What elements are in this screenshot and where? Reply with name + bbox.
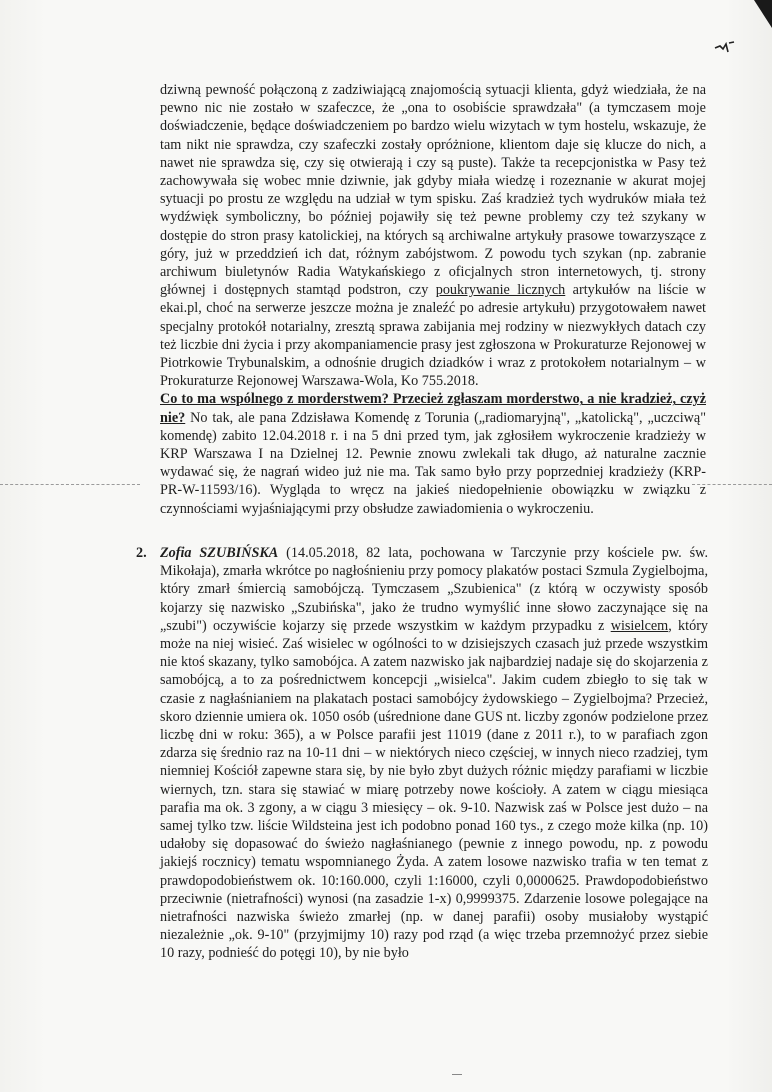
item-number: 2. [136, 545, 147, 561]
handwritten-mark-icon [714, 40, 736, 54]
item-underlined-word: wisielcem [610, 617, 669, 634]
paragraph-text-b: artykułów na liście w ekai.pl, choć na serwerze jeszcze można je znaleźć po adresie artykułu) przygotowałem nawet specjalny protokół notarialny, zresztą sprawa zabijania mej rodziny w niezwykłych datach czy też liczbie dni życia i przy akompaniamencie prasy jest zgłoszona w Prokuraturze Rejonowej w Piotrkowie Trybunalskim, a odnośnie drugich dziadków i wraz z protokołem notarialnym – w Prokuraturze Rejonowej Warszawa-Wola, Ko 755.2018. [160, 282, 706, 390]
item-text-b: , który może na niej wisieć. Zaś wisielec w ogólności to w dzisiejszych czasach już przede wszystkim nie ktoś skazany, tylko samobójca. A zatem nazwisko jak najbardziej nadaje się do skojarzenia z samobójcą, a to za pośrednictwem koncepcji „wisielca". Jakim cudem zbiegło to się tak w czasie z nagłaśnianiem na plakatach postaci samobójcy żydowskiego – Zygielbojma? Przecież, skoro dziennie umiera ok. 1050 osób (uśrednione dane GUS nt. liczby zgonów podzielone przez liczbę dni w roku: 365), a w Polsce parafii jest 11019 (dane z 2011 r.), to w parafiach zgon zdarza się średnio raz na 10-11 dni – w niektórych nieco częściej, w innych nieco rzadziej, tym niemniej Kościół zapewne stara się, by nie było zbyt dużych różnic między parafiami w liczbie wiernych, tzn. stara się stawiać w miarę potrzeby nowe kościoły. A zatem w ciągu miesiąca parafia ma ok. 3 zgony, a w ciągu 3 miesięcy – ok. 9-10. Nazwisk zaś w Polsce jest dużo – na samej tylko tzw. liście Wildsteina jest ich podobno ponad 160 tys., z czego może kilka (np. 10) udałoby się dopasować do świeżo nagłaśnianego (pewnie z innego powodu, np. z powodu jakiejś rocznicy) tematu wspomnianego Żyda. A zatem losowe nazwisko trafia w ten temat z prawdopodobieństwem ok. 10:160.000, czyli 1:16000, czyli 0,0000625. Prawdopodobieństwo przeciwnie (nietrafności) wynosi (na zasadzie 1-x) 0,9999375. Zdarzenie losowe polegające na nietrafności nazwiska świeżo zmarłej (np. w danej parafii) osoby musiałoby wystąpić niezależnie „ok. 9-10" (przyjmijmy 10) razy pod rząd (a więc trzeba przemnożyć przez siebie 10 razy, podnieść do potęgi 10), by nie było [160, 617, 709, 962]
person-name: Zofia SZUBIŃSKA [160, 545, 279, 561]
paragraph-underlined-phrase: poukrywanie licznych [435, 282, 566, 299]
paragraph-continued [160, 81, 706, 518]
fold-line-left [0, 484, 140, 485]
bold-question: Co to ma wspólnego z morderstwem? Przecież zgłaszam morderstwo, a nie kradzież, czyż nie? [160, 391, 706, 426]
item-text-a: (14.05.2018, 82 lata, pochowana w Tarczynie przy kościele pw. św. Mikołaja), zmarła wkrótce po nagłośnieniu przy pomocy plakatów postaci Szmula Zygielbojma, który zmarł śmiercią samobójczą. Tymczasem „Szubienica" (z którą w oczywisty sposób kojarzy się nazwisko „Szubińska", jako że trudno wymyślić inne słowo zaczynające się na „szubi") oczywiście kojarzy się przede wszystkim w każdym przypadku z [160, 545, 708, 634]
bottom-mark [452, 1074, 462, 1075]
item-body [160, 544, 708, 963]
paragraph-text-c: No tak, ale pana Zdzisława Komendę z Torunia („radiomaryjną", „katolicką", „uczciwą" komendę) zabito 12.04.2018 r. i na 5 dni przed tym, jak zgłosiłem wykroczenie kradzieży w KRP Warszawa I na Dzielnej 12. Pewnie znowu zwlekali tak długo, aż naturalne zacznie wydawać się, że nagrań wideo już nie ma. Tak samo było przy poprzedniej kradzieży (KRP-PR-W-11593/16). Wygląda to wręcz na jakieś niedopełnienie obowiązku w związku z czynnościami wyjaśniającymi przy obsłudze zawiadomienia o wykroczeniu. [160, 409, 706, 517]
paragraph-text-a: dziwną pewność połączoną z zadziwiającą znajomością sytuacji klienta, gdyż wiedziała, że na pewno nic nie zostało w szafeczce, że „ona to osobiście sprawdzała" (a tymczasem moje doświadczenie, będące doświadczeniem po bardzo wielu wizytach w tym hostelu, wskazuje, że tam nikt nie sprawdza, czy szafeczki zostały opróżnione, klientom daje się klucze do nich, a nawet nie sprawdza się, czy się otwierają i czy są puste). Także ta recepcjonistka w Pasy też zachowywała się wobec mnie dziwnie, jak gdyby miała wiedzę i rozeznanie w akurat mojej sytuacji po prostu ze względu na udział w tym spisku. Zaś kradzież tych wydruków miała też wydźwięk symboliczny, bo później pojawiły się też pewne problemy czy też szykany w dostępie do stron prasy katolickiej, na których są archiwalne artykuły prasowe towarzyszące z góry, już w przeddzień ich dat, różnym zabójstwom. Z powodu tych szykan (np. zabranie archiwum biuletynów Radia Watykańskiego z oficjalnych stron internetowych, tj. strony głównej i dostępnych stamtąd podstron, czy [160, 82, 706, 299]
corner-mark [754, 0, 772, 28]
